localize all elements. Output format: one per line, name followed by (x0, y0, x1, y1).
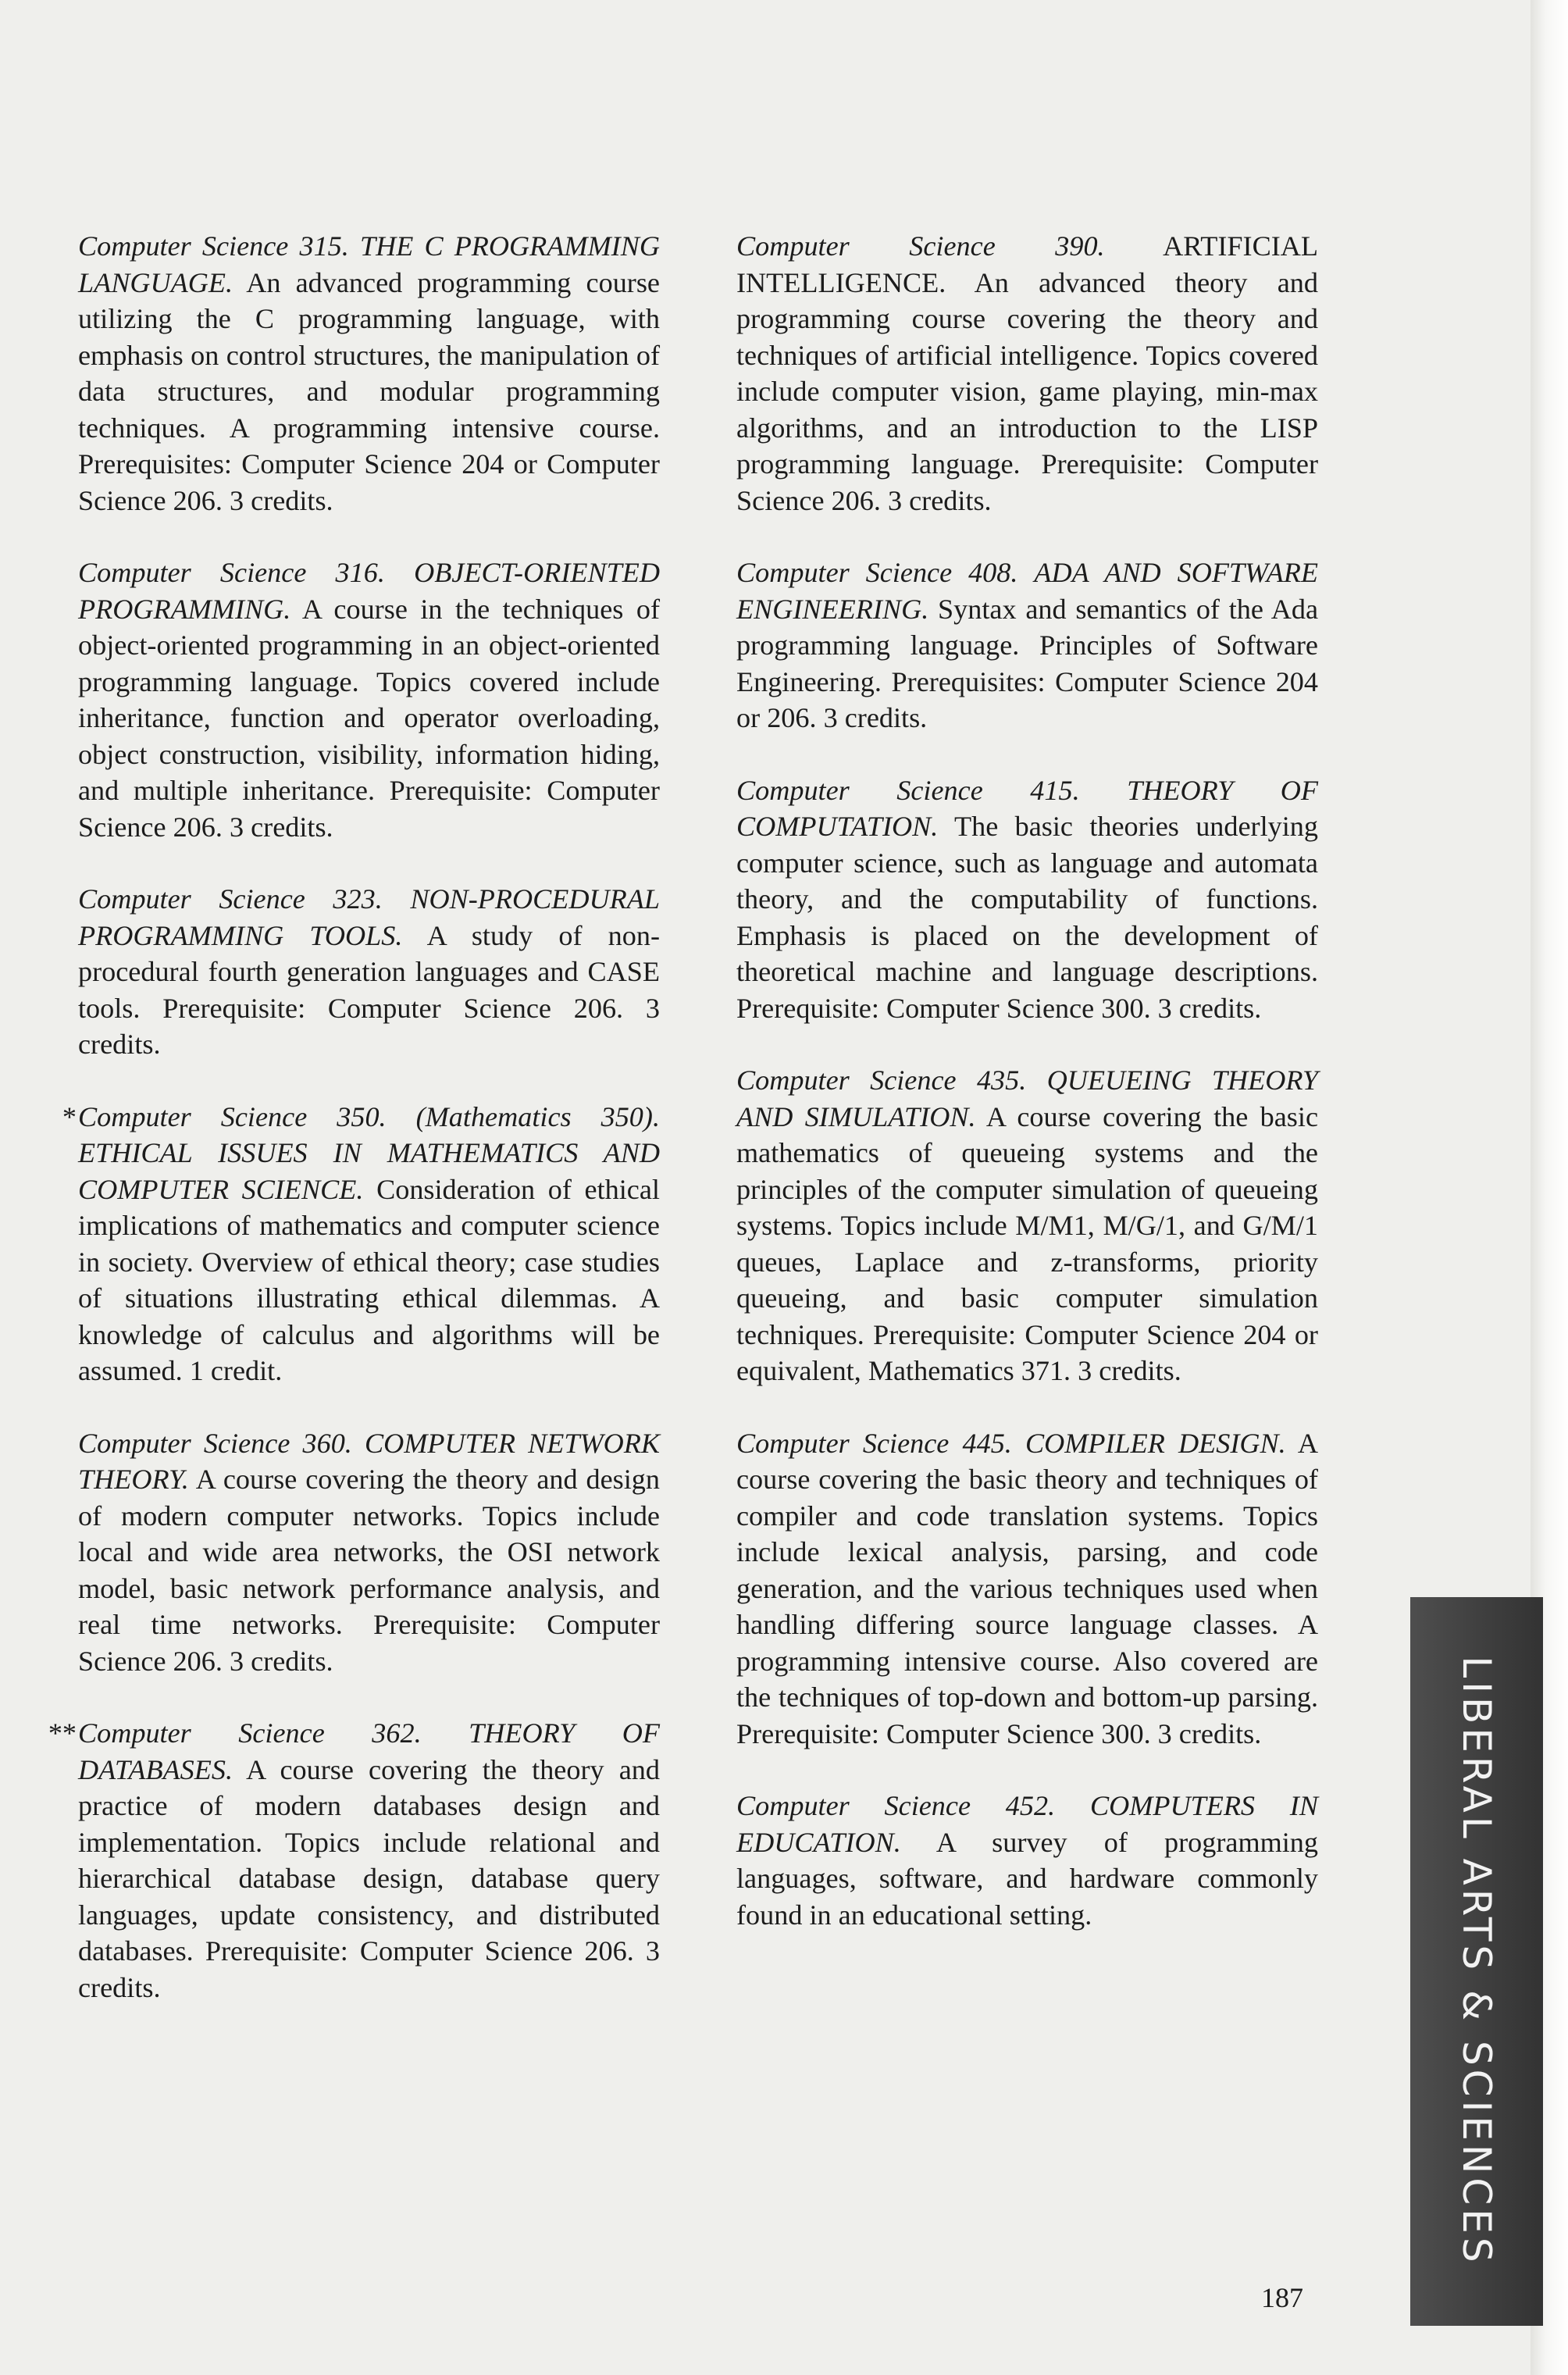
course-text (78, 1425, 660, 1680)
course-description: A study of non-procedural fourth generation languages and CASE tools. Prerequisite: Computer Science 206. 3 credits. (78, 919, 660, 1060)
course-entry (736, 228, 1318, 519)
course-entry (736, 772, 1318, 1027)
course-title: OBJECT-ORIENTED PROGRAMMING. (78, 557, 660, 625)
course-title: ARTIFICIAL INTELLIGENCE. (736, 230, 1318, 298)
course-description: Consideration of ethical implications of mathematics and computer science in society. Overview of ethical theory; case studies of situations illustrating ethical dilemmas. A knowledge of calculus and algorithms will be assumed. 1 credit. (78, 1173, 660, 1386)
course-entry (78, 1425, 660, 1680)
section-tab-label: LIBERAL ARTS & SCIENCES (1454, 1656, 1499, 2266)
course-text (736, 772, 1318, 1027)
course-text (78, 555, 660, 845)
course-marker: * (62, 1100, 77, 1132)
left-column (48, 228, 660, 2042)
course-title: COMPUTER NETWORK THEORY. (78, 1427, 660, 1495)
course-entry (736, 555, 1318, 736)
course-description: A survey of programming languages, software, and hardware commonly found in an educational setting. (736, 1826, 1318, 1931)
course-title: COMPUTERS IN EDUCATION. (736, 1790, 1318, 1858)
course-code: Computer Science 415. (736, 774, 1080, 806)
course-entry (62, 1099, 660, 1389)
course-description: The basic theories underlying computer science, such as language and automata theory, and the computability of functions. Emphasis is placed on the development of theoretical machine and language descriptions. Prerequisite: Computer Science 300. 3 credits. (736, 811, 1318, 1024)
course-code: Computer Science 350. (Mathematics 350). (78, 1100, 660, 1132)
course-description: A course covering the theory and practice of modern databases design and implementation. Topics include relational and hierarchical database design, database query languages, update consistency, and distributed databases. Prerequisite: Computer Science 206. 3 credits. (78, 1753, 660, 2003)
course-entry (736, 1788, 1318, 1933)
course-text (736, 555, 1318, 736)
course-title: ADA AND SOFTWARE ENGINEERING. (736, 557, 1318, 625)
course-code: Computer Science 316. (78, 557, 385, 588)
course-description: A course covering the theory and design of modern computer networks. Topics include local and wide area networks, the OSI network model, basic network performance analysis, and real time networks. Prerequisite: Computer Science 206. 3 credits. (78, 1464, 660, 1677)
course-title: QUEUEING THEORY AND SIMULATION. (736, 1064, 1318, 1132)
course-text (62, 1099, 660, 1389)
course-marker: ** (48, 1717, 77, 1749)
course-title: THE C PROGRAMMING LANGUAGE. (78, 230, 660, 298)
course-title: NON-PROCEDURAL PROGRAMMING TOOLS. (78, 883, 660, 951)
course-text (736, 1788, 1318, 1933)
course-text (736, 228, 1318, 519)
course-title: COMPILER DESIGN. (1025, 1427, 1286, 1459)
course-text (78, 881, 660, 1063)
course-text (48, 1715, 660, 2006)
course-code: Computer Science 315. (78, 230, 349, 262)
course-description: A course covering the basic mathematics of queueing systems and the principles of the computer simulation of queueing systems. Topics include M/M1, M/G/1, and G/M/1 queues, Laplace and z-transforms, priority queueing, and basic computer simulation techniques. Prerequisite: Computer Science 204 or equivalent, Mathematics 371. 3 credits. (736, 1100, 1319, 1386)
course-text (736, 1425, 1318, 1753)
section-tab (1410, 1597, 1543, 2326)
course-title: THEORY OF COMPUTATION. (736, 774, 1318, 842)
course-description: A course in the techniques of object-oriented programming in an object-oriented programming language. Topics covered include inheritance, function and operator overloading, object construction, visibility, information hiding, and multiple inheritance. Prerequisite: Computer Science 206. 3 credits. (78, 593, 660, 843)
course-entry (736, 1062, 1318, 1389)
course-code: Computer Science 323. (78, 883, 383, 915)
course-description: A course covering the basic theory and techniques of compiler and code translation systems. Topics include lexical analysis, parsing, and code generation, and the various techniques used when handling differing source language classes. A programming intensive course. Also covered are the techniques of top-down and bottom-up parsing. Prerequisite: Computer Science 300. 3 credits. (736, 1427, 1319, 1749)
course-entry (48, 1715, 660, 2006)
page-number: 187 (1261, 2282, 1303, 2313)
course-entry (736, 1425, 1318, 1753)
course-entry (78, 881, 660, 1063)
course-entry (78, 555, 660, 845)
course-code: Computer Science 362. (78, 1717, 422, 1749)
course-code: Computer Science 360. (78, 1427, 352, 1459)
course-description: An advanced programming course utilizing the C programming language, with emphasis on control structures, the manipulation of data structures, and modular programming techniques. A programming intensive course. Prerequisites: Computer Science 204 or Computer Science 206. 3 credits. (78, 266, 660, 516)
course-text (78, 228, 660, 519)
course-code: Computer Science 445. (736, 1427, 1012, 1459)
course-title: THEORY OF DATABASES. (78, 1717, 660, 1785)
course-description: Syntax and semantics of the Ada programming language. Principles of Software Engineering. Prerequisites: Computer Science 204 or 206. 3 credits. (736, 593, 1319, 733)
course-description: An advanced theory and programming course covering the theory and techniques of artificial intelligence. Topics covered include computer vision, game playing, min-max algorithms, and an introduction to the LISP programming language. Prerequisite: Computer Science 206. 3 credits. (736, 266, 1318, 516)
course-title: ETHICAL ISSUES IN MATHEMATICS AND COMPUTER SCIENCE. (78, 1137, 660, 1205)
course-code: Computer Science 408. (736, 557, 1018, 588)
course-code: Computer Science 435. (736, 1064, 1027, 1096)
course-code: Computer Science 390. (736, 230, 1105, 262)
course-entry (78, 228, 660, 519)
course-text (736, 1062, 1318, 1389)
course-code: Computer Science 452. (736, 1790, 1056, 1821)
right-column (736, 228, 1318, 1969)
